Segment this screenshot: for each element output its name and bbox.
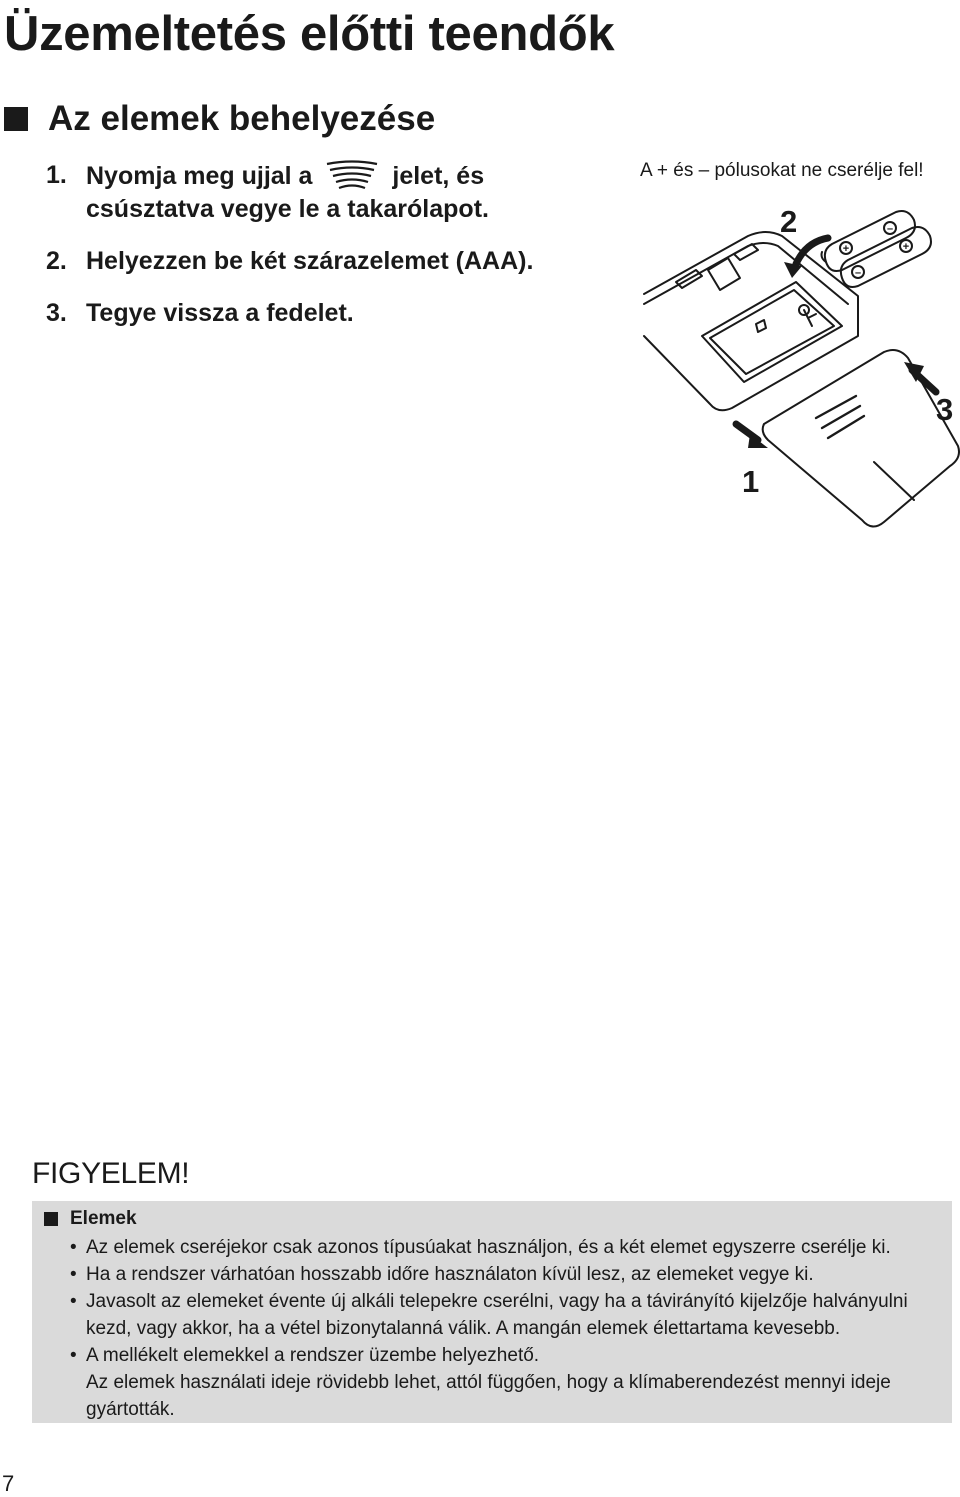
label-3: 3 xyxy=(936,392,954,427)
page-number: 7 xyxy=(2,1471,15,1496)
step-text: Helyezzen be két szárazelemet (AAA). xyxy=(86,247,534,275)
list-item: • Az elemek cseréjekor csak azonos típusúakat használjon, és a két elemet egyszerre cserélje ki. xyxy=(44,1234,936,1261)
steps-list xyxy=(46,160,556,350)
bullet-dot: • xyxy=(70,1291,77,1312)
plus-sign: + xyxy=(842,243,850,255)
warning-box xyxy=(32,1201,952,1423)
section-heading xyxy=(0,98,435,140)
bullet-dot: • xyxy=(70,1237,77,1258)
plus-sign: + xyxy=(902,241,910,253)
square-bullet-icon xyxy=(4,107,28,131)
step-number: 2. xyxy=(46,247,67,275)
minus-sign: – xyxy=(854,267,862,279)
page-title: Üzemeltetés előtti teendők xyxy=(4,7,615,61)
step-text: Tegye vissza a fedelet. xyxy=(86,299,354,327)
square-bullet-icon xyxy=(44,1212,58,1226)
arrow-1 xyxy=(736,424,758,440)
step-2 xyxy=(46,246,556,277)
swipe-lines-icon xyxy=(325,160,379,194)
label-2: 2 xyxy=(780,204,798,239)
step-1 xyxy=(46,160,556,225)
step-3 xyxy=(46,298,556,329)
step-number: 3. xyxy=(46,299,67,327)
list-item: • Ha a rendszer várhatóan hosszabb időre használaton kívül lesz, az elemeket vegye ki. xyxy=(44,1261,936,1288)
battery-cover xyxy=(763,350,959,527)
label-1: 1 xyxy=(742,464,760,499)
remote-battery-illustration xyxy=(636,186,960,546)
bullet-dot: • xyxy=(70,1264,77,1285)
step-number: 1. xyxy=(46,161,67,189)
list-item: • Javasolt az elemeket évente új alkáli telepekre cserélni, vagy ha a távirányító kijelzője halványulni kezd, vagy akkor, ha a vétel bizonytalanná válik. A mangán elemek élettartama kevesebb. xyxy=(44,1288,936,1342)
step-text: Nyomja meg ujjal a jelet, és csúsztatva vegye le a takarólapot. xyxy=(86,162,489,223)
section-heading-text: Az elemek behelyezése xyxy=(48,99,436,138)
bullet-dot: • xyxy=(70,1345,77,1366)
minus-sign: – xyxy=(886,223,894,235)
box-heading: Elemek xyxy=(44,1206,936,1232)
warning-title: FIGYELEM! xyxy=(32,1157,190,1190)
battery-warnings-list xyxy=(44,1234,936,1423)
battery-pair xyxy=(822,211,932,287)
polarity-note: A + és – pólusokat ne cserélje fel! xyxy=(640,160,924,181)
list-item: • A mellékelt elemekkel a rendszer üzembe helyezhető. Az elemek használati ideje rövidebb lehet, attól függően, hogy a klímaberendezést mennyi ideje gyártották. xyxy=(44,1342,936,1423)
